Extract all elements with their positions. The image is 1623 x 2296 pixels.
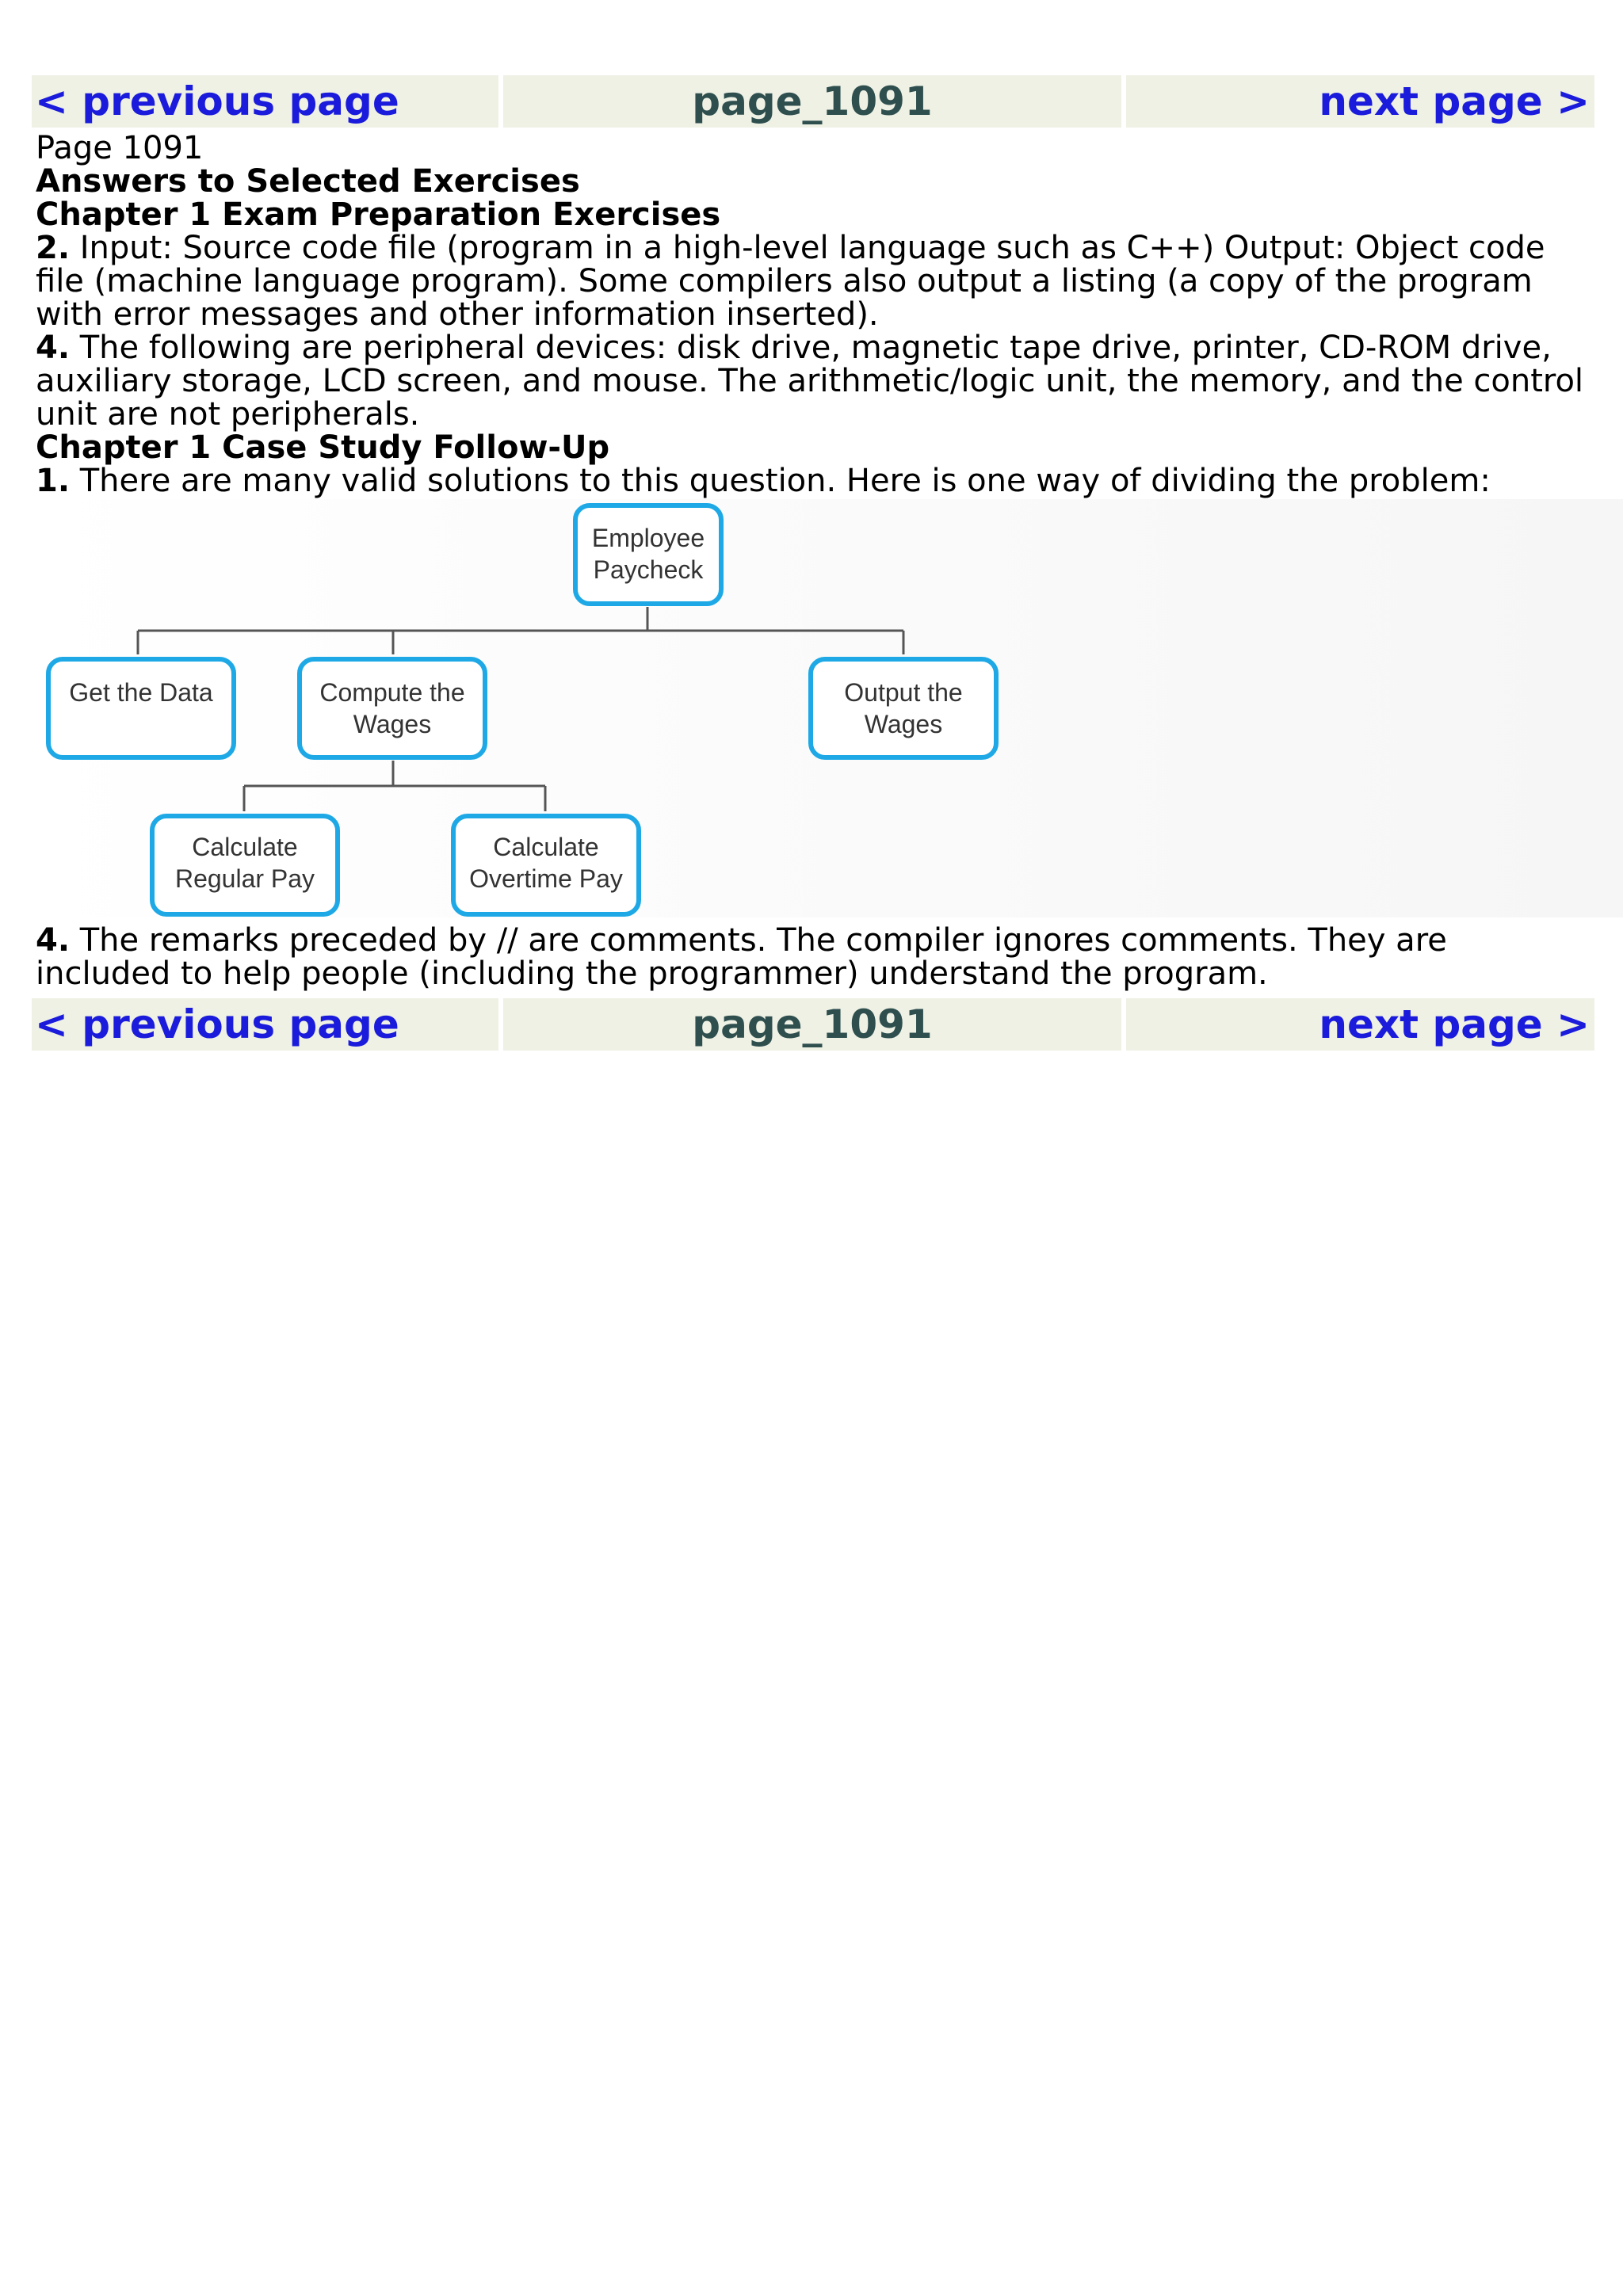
page-number: Page 1091 [36, 130, 204, 166]
calculate-overtime-pay-label-2: Overtime Pay [469, 864, 623, 893]
connector-lines [138, 607, 903, 811]
output-the-wages-label-2: Wages [864, 710, 943, 738]
next-page-link[interactable]: next page > [1319, 1001, 1590, 1047]
page-indicator: page_1091 [503, 998, 1121, 1051]
page-content-after-diagram [36, 924, 1589, 990]
calculate-overtime-pay-label-1: Calculate [493, 833, 599, 861]
compute-the-wages-label-1: Compute the [319, 678, 465, 707]
answer-text: The remarks preceded by // are comments. The compiler ignores comments. They are included to help people (including the programmer) understand the program. [36, 922, 1447, 992]
diagram-svg [32, 499, 1623, 917]
next-page-link[interactable]: next page > [1319, 78, 1590, 124]
section-title: Answers to Selected Exercises [36, 163, 580, 200]
employee-paycheck-label-1: Employee [591, 524, 705, 552]
answer-text: The following are peripheral devices: disk drive, magnetic tape drive, printer, CD-ROM drive, auxiliary storage, LCD screen, and mouse. The arithmetic/logic unit, the memory, and the control unit are not peripherals. [36, 330, 1584, 433]
exam-heading: Chapter 1 Exam Preparation Exercises [36, 196, 721, 233]
exam-answer-2 [36, 231, 1589, 331]
case-answer-4 [36, 924, 1589, 990]
employee-paycheck-label-2: Paycheck [593, 555, 704, 584]
output-the-wages-box [811, 659, 996, 757]
next-page-cell [1126, 998, 1594, 1051]
page-content [36, 132, 1589, 498]
exam-answer-4 [36, 331, 1589, 431]
get-the-data-box [48, 659, 234, 757]
compute-the-wages-box [300, 659, 485, 757]
calculate-regular-pay-label-2: Regular Pay [174, 864, 315, 893]
previous-page-cell [32, 75, 498, 128]
next-page-cell [1126, 75, 1594, 128]
answer-number: 4. [36, 922, 71, 959]
answer-number: 4. [36, 330, 71, 366]
get-the-data-label: Get the Data [69, 678, 213, 707]
answer-number: 1. [36, 463, 71, 499]
page-indicator: page_1091 [503, 75, 1121, 128]
compute-the-wages-label-2: Wages [353, 710, 432, 738]
previous-page-link[interactable]: < previous page [35, 78, 399, 124]
previous-page-link[interactable]: < previous page [35, 1001, 399, 1047]
employee-paycheck-box [575, 505, 721, 604]
case-study-heading: Chapter 1 Case Study Follow-Up [36, 429, 610, 466]
answer-text: There are many valid solutions to this question. Here is one way of dividing the problem: [70, 463, 1491, 499]
answer-text: Input: Source code file (program in a high-level language such as C++) Output: Object code file (machine language program). Some compilers also output a listing (a copy of the program with error messages and other information inserted). [36, 230, 1545, 333]
previous-page-cell [32, 998, 498, 1051]
answer-number: 2. [36, 230, 71, 266]
bottom-navigation-bar [32, 998, 1594, 1051]
calculate-regular-pay-label-1: Calculate [192, 833, 298, 861]
top-navigation-bar [32, 75, 1594, 128]
problem-decomposition-diagram [32, 499, 1623, 917]
output-the-wages-label-1: Output the [844, 678, 963, 707]
case-answer-1 [36, 464, 1589, 498]
